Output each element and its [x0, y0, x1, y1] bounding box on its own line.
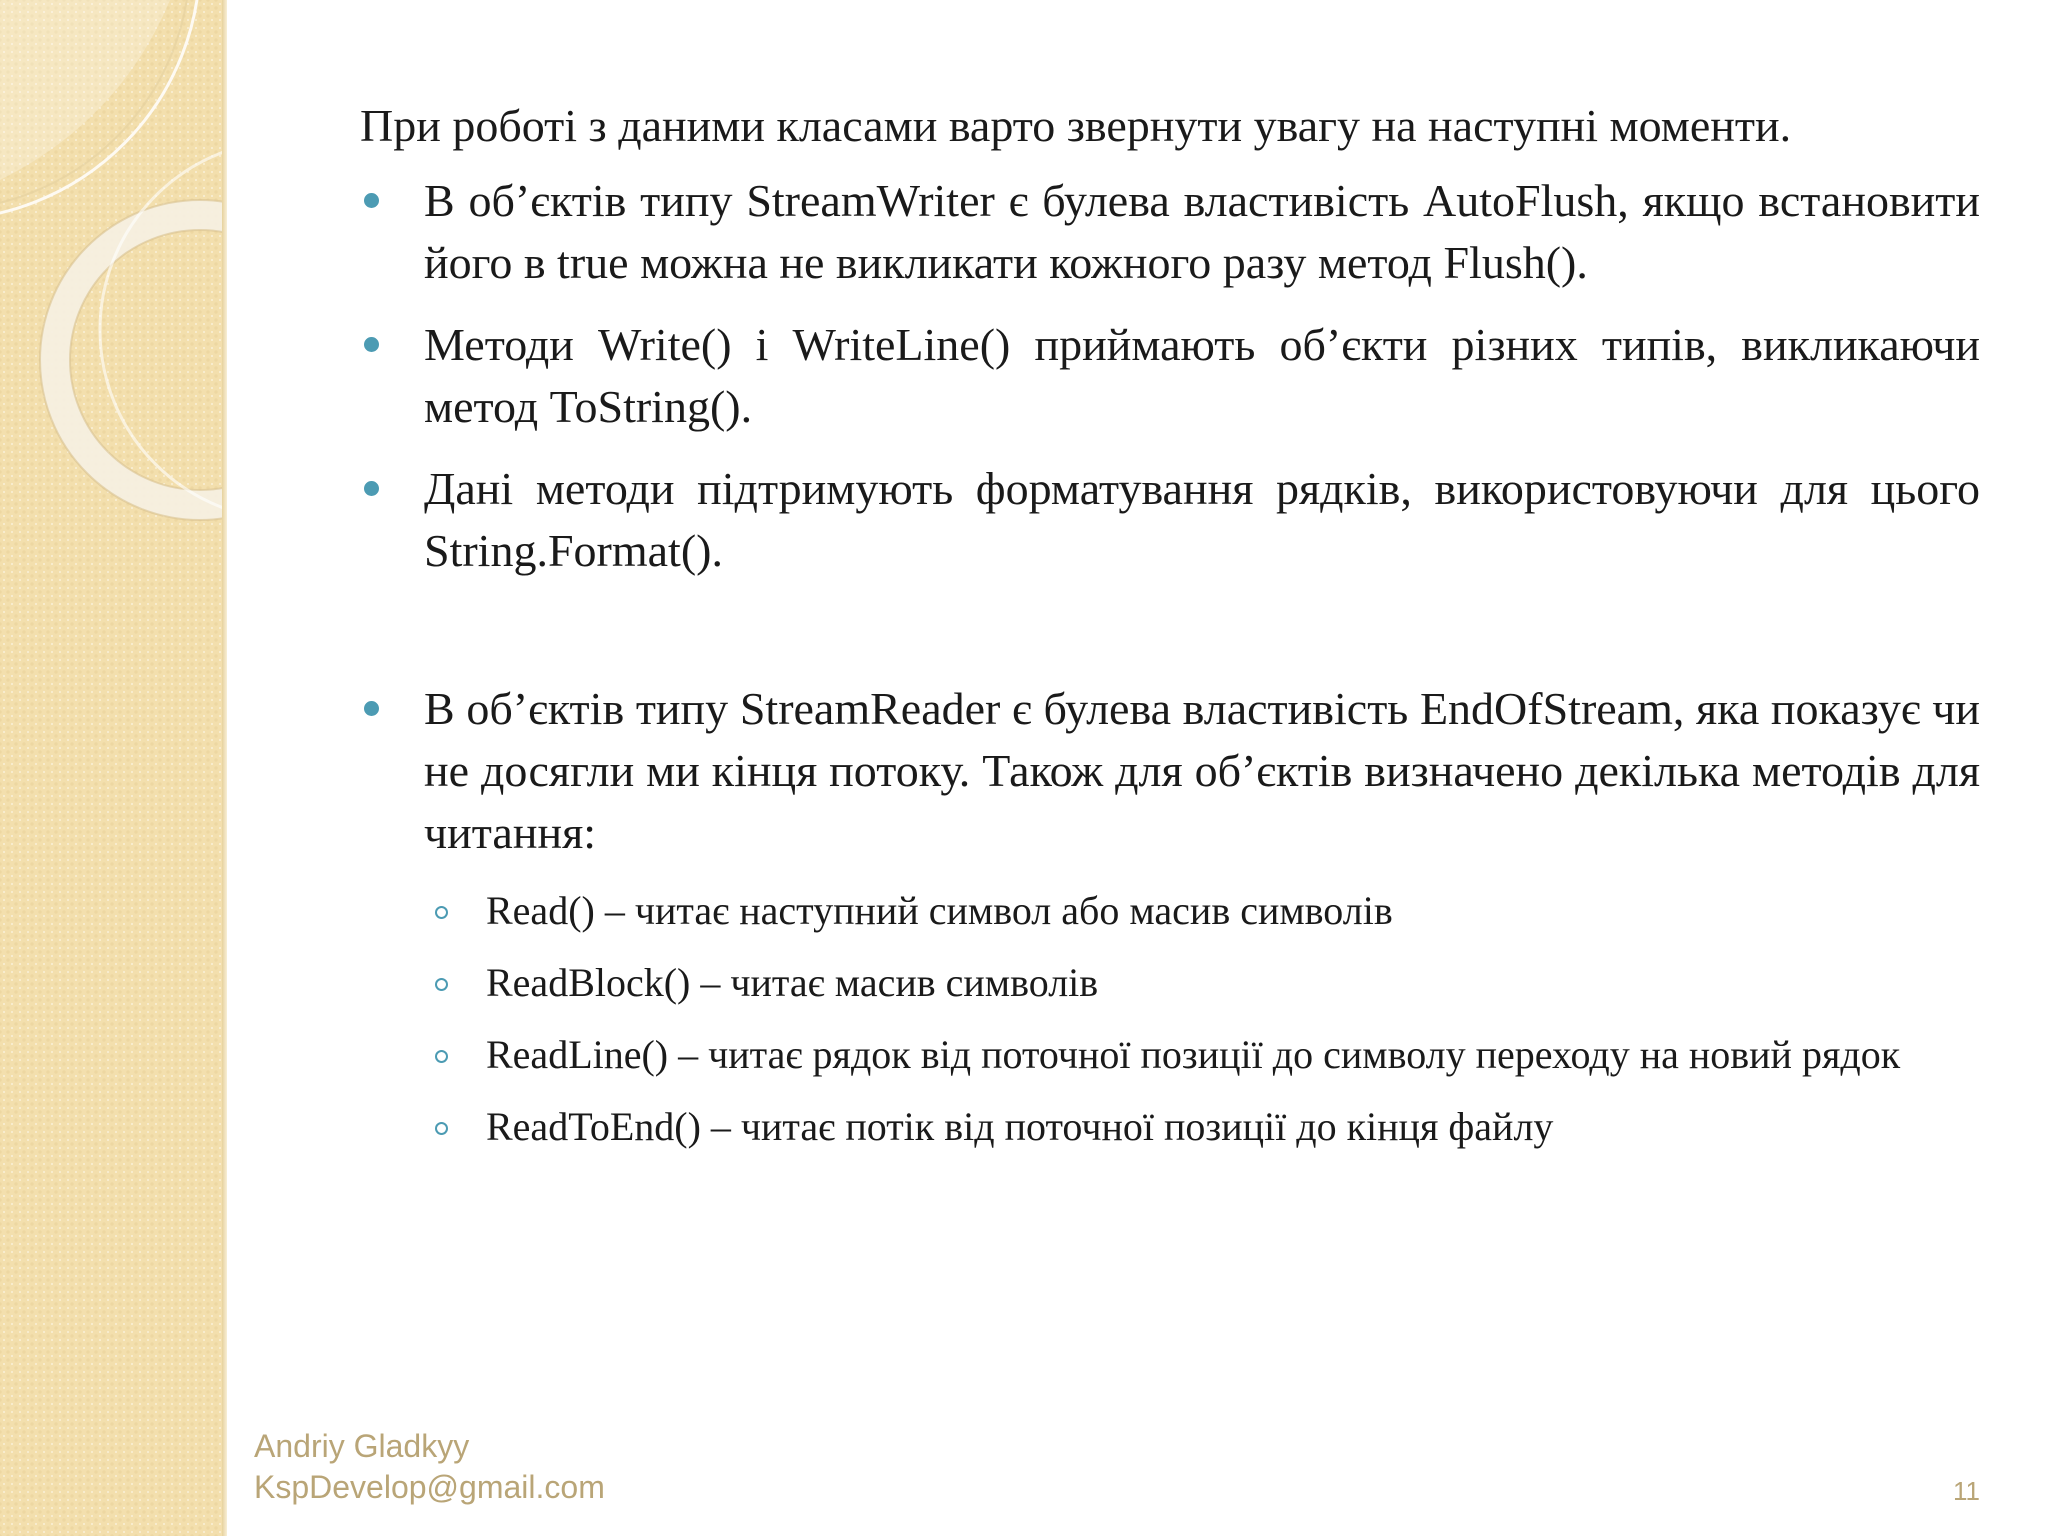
- bullet-item: [360, 314, 1980, 438]
- bullet-dot-icon: [364, 193, 379, 208]
- bullet-dot-icon: [364, 481, 379, 496]
- decorative-sidebar: [0, 0, 226, 1536]
- bullet-text: Методи Write() і WriteLine() приймають об’єкти різних типів, викликаючи метод ToString().: [424, 319, 1980, 432]
- intro-text: При роботі з даними класами варто звернути увагу на наступні моменти.: [360, 100, 1792, 151]
- bullet-text: В об’єктів типу StreamReader є булева властивість EndOfStream, яка показує чи не досягли ми кінця потоку. Також для об’єктів визначено декілька методів для читання:: [424, 683, 1980, 858]
- bullet-text: В об’єктів типу StreamWriter є булева властивість AutoFlush, якщо встановити його в true можна не викликати кожного разу метод Flush().: [424, 175, 1980, 288]
- sub-bullet-text: ReadBlock() – читає масив символів: [486, 960, 1099, 1005]
- sub-bullet-text: Read() – читає наступний символ або масив символів: [486, 888, 1393, 933]
- author-name: Andriy Gladkyy: [254, 1428, 470, 1464]
- bullet-text: Дані методи підтримують форматування рядків, використовуючи для цього String.Format().: [424, 463, 1980, 576]
- sub-bullet-ring-icon: [435, 906, 448, 919]
- footer-author-block: [254, 1426, 605, 1508]
- sub-bullet-ring-icon: [435, 1122, 448, 1135]
- sub-bullet-item: [360, 1100, 1980, 1154]
- page-number: 11: [1953, 1476, 1980, 1506]
- slide-content: [360, 90, 1980, 1172]
- bullet-dot-icon: [364, 701, 379, 716]
- bullet-item: [360, 458, 1980, 582]
- sub-bullet-ring-icon: [435, 978, 448, 991]
- sub-bullet-text: ReadLine() – читає рядок від поточної позиції до символу переходу на новий рядок: [486, 1032, 1901, 1077]
- sub-bullet-item: [360, 1028, 1980, 1082]
- bullet-item: [360, 678, 1980, 864]
- sub-bullet-item: [360, 956, 1980, 1010]
- bullet-dot-icon: [364, 337, 379, 352]
- sub-bullet-item: [360, 884, 1980, 938]
- sidebar-edge: [222, 0, 227, 1536]
- decorative-rings: [0, 0, 226, 1536]
- bullet-item: [360, 170, 1980, 294]
- author-email: KspDevelop@gmail.com: [254, 1469, 605, 1505]
- sub-bullet-ring-icon: [435, 1050, 448, 1063]
- sub-bullet-text: ReadToEnd() – читає потік від поточної позиції до кінця файлу: [486, 1104, 1554, 1149]
